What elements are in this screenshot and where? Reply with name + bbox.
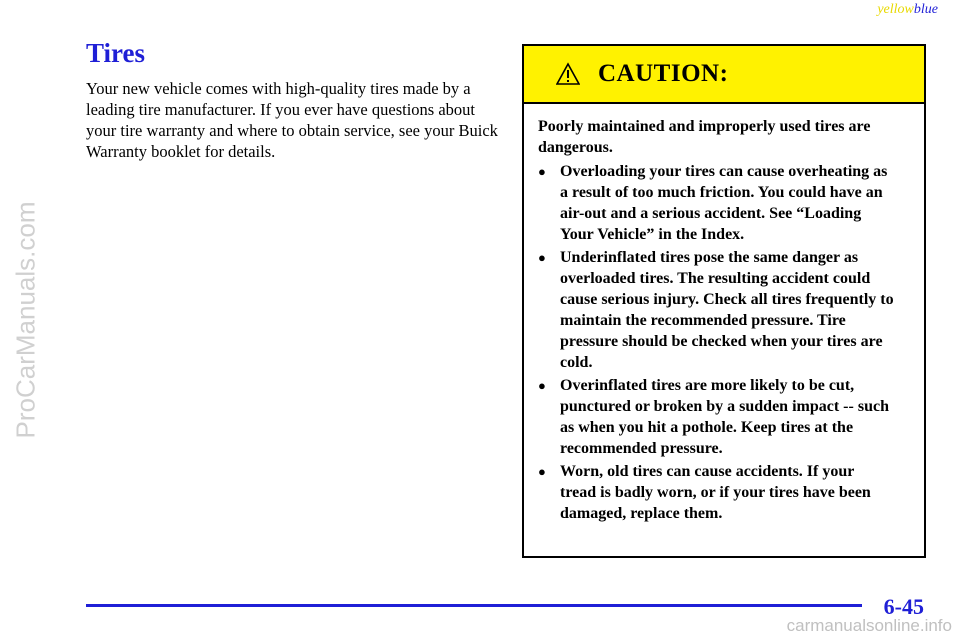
caution-title: CAUTION: xyxy=(598,60,729,87)
warning-triangle-icon xyxy=(556,62,580,86)
caution-item xyxy=(538,375,894,459)
caution-item xyxy=(538,161,894,245)
bullet-icon: ● xyxy=(538,378,546,393)
color-tag xyxy=(877,2,938,18)
site-footer-link[interactable]: carmanualsonline.info xyxy=(786,616,952,635)
caution-item-text: Overloading your tires can cause overheating as a result of too much friction. You could have an air-out and a serious accident. See “Loading Your Vehicle” in the Index. xyxy=(560,163,888,243)
bullet-icon: ● xyxy=(538,464,546,479)
caution-item xyxy=(538,461,894,524)
caution-lead: Poorly maintained and improperly used tires are dangerous. xyxy=(538,118,871,156)
caution-box xyxy=(522,44,926,558)
footer-rule xyxy=(86,604,862,607)
bullet-icon: ● xyxy=(538,250,546,265)
caution-body xyxy=(524,104,924,524)
bullet-icon: ● xyxy=(538,164,546,179)
color-tag-blue: blue xyxy=(913,2,938,17)
page-title: Tires xyxy=(86,38,146,68)
intro-paragraph: Your new vehicle comes with high-quality tires made by a leading tire manufacturer. If you ever have questions about your tire warranty and where to obtain service, see your Buick Warranty booklet for details. xyxy=(86,79,498,161)
caution-item-text: Underinflated tires pose the same danger as overloaded tires. The resulting accident could cause serious injury. Check all tires frequently to maintain the recommended pressure. Tire pressure should be checked when your tires are cold. xyxy=(560,249,894,371)
side-watermark: ProCarManuals.com xyxy=(10,201,41,439)
caution-list xyxy=(538,161,894,524)
caution-item-text: Overinflated tires are more likely to be cut, punctured or broken by a sudden impact -- such as when you hit a pothole. Keep tires at the recommended pressure. xyxy=(560,377,889,457)
caution-header xyxy=(524,46,924,104)
caution-item-text: Worn, old tires can cause accidents. If your tread is badly worn, or if your tires have been damaged, replace them. xyxy=(560,463,871,522)
page-number: 6-45 xyxy=(883,594,924,619)
caution-item xyxy=(538,247,894,373)
color-tag-yellow: yellow xyxy=(877,2,914,17)
